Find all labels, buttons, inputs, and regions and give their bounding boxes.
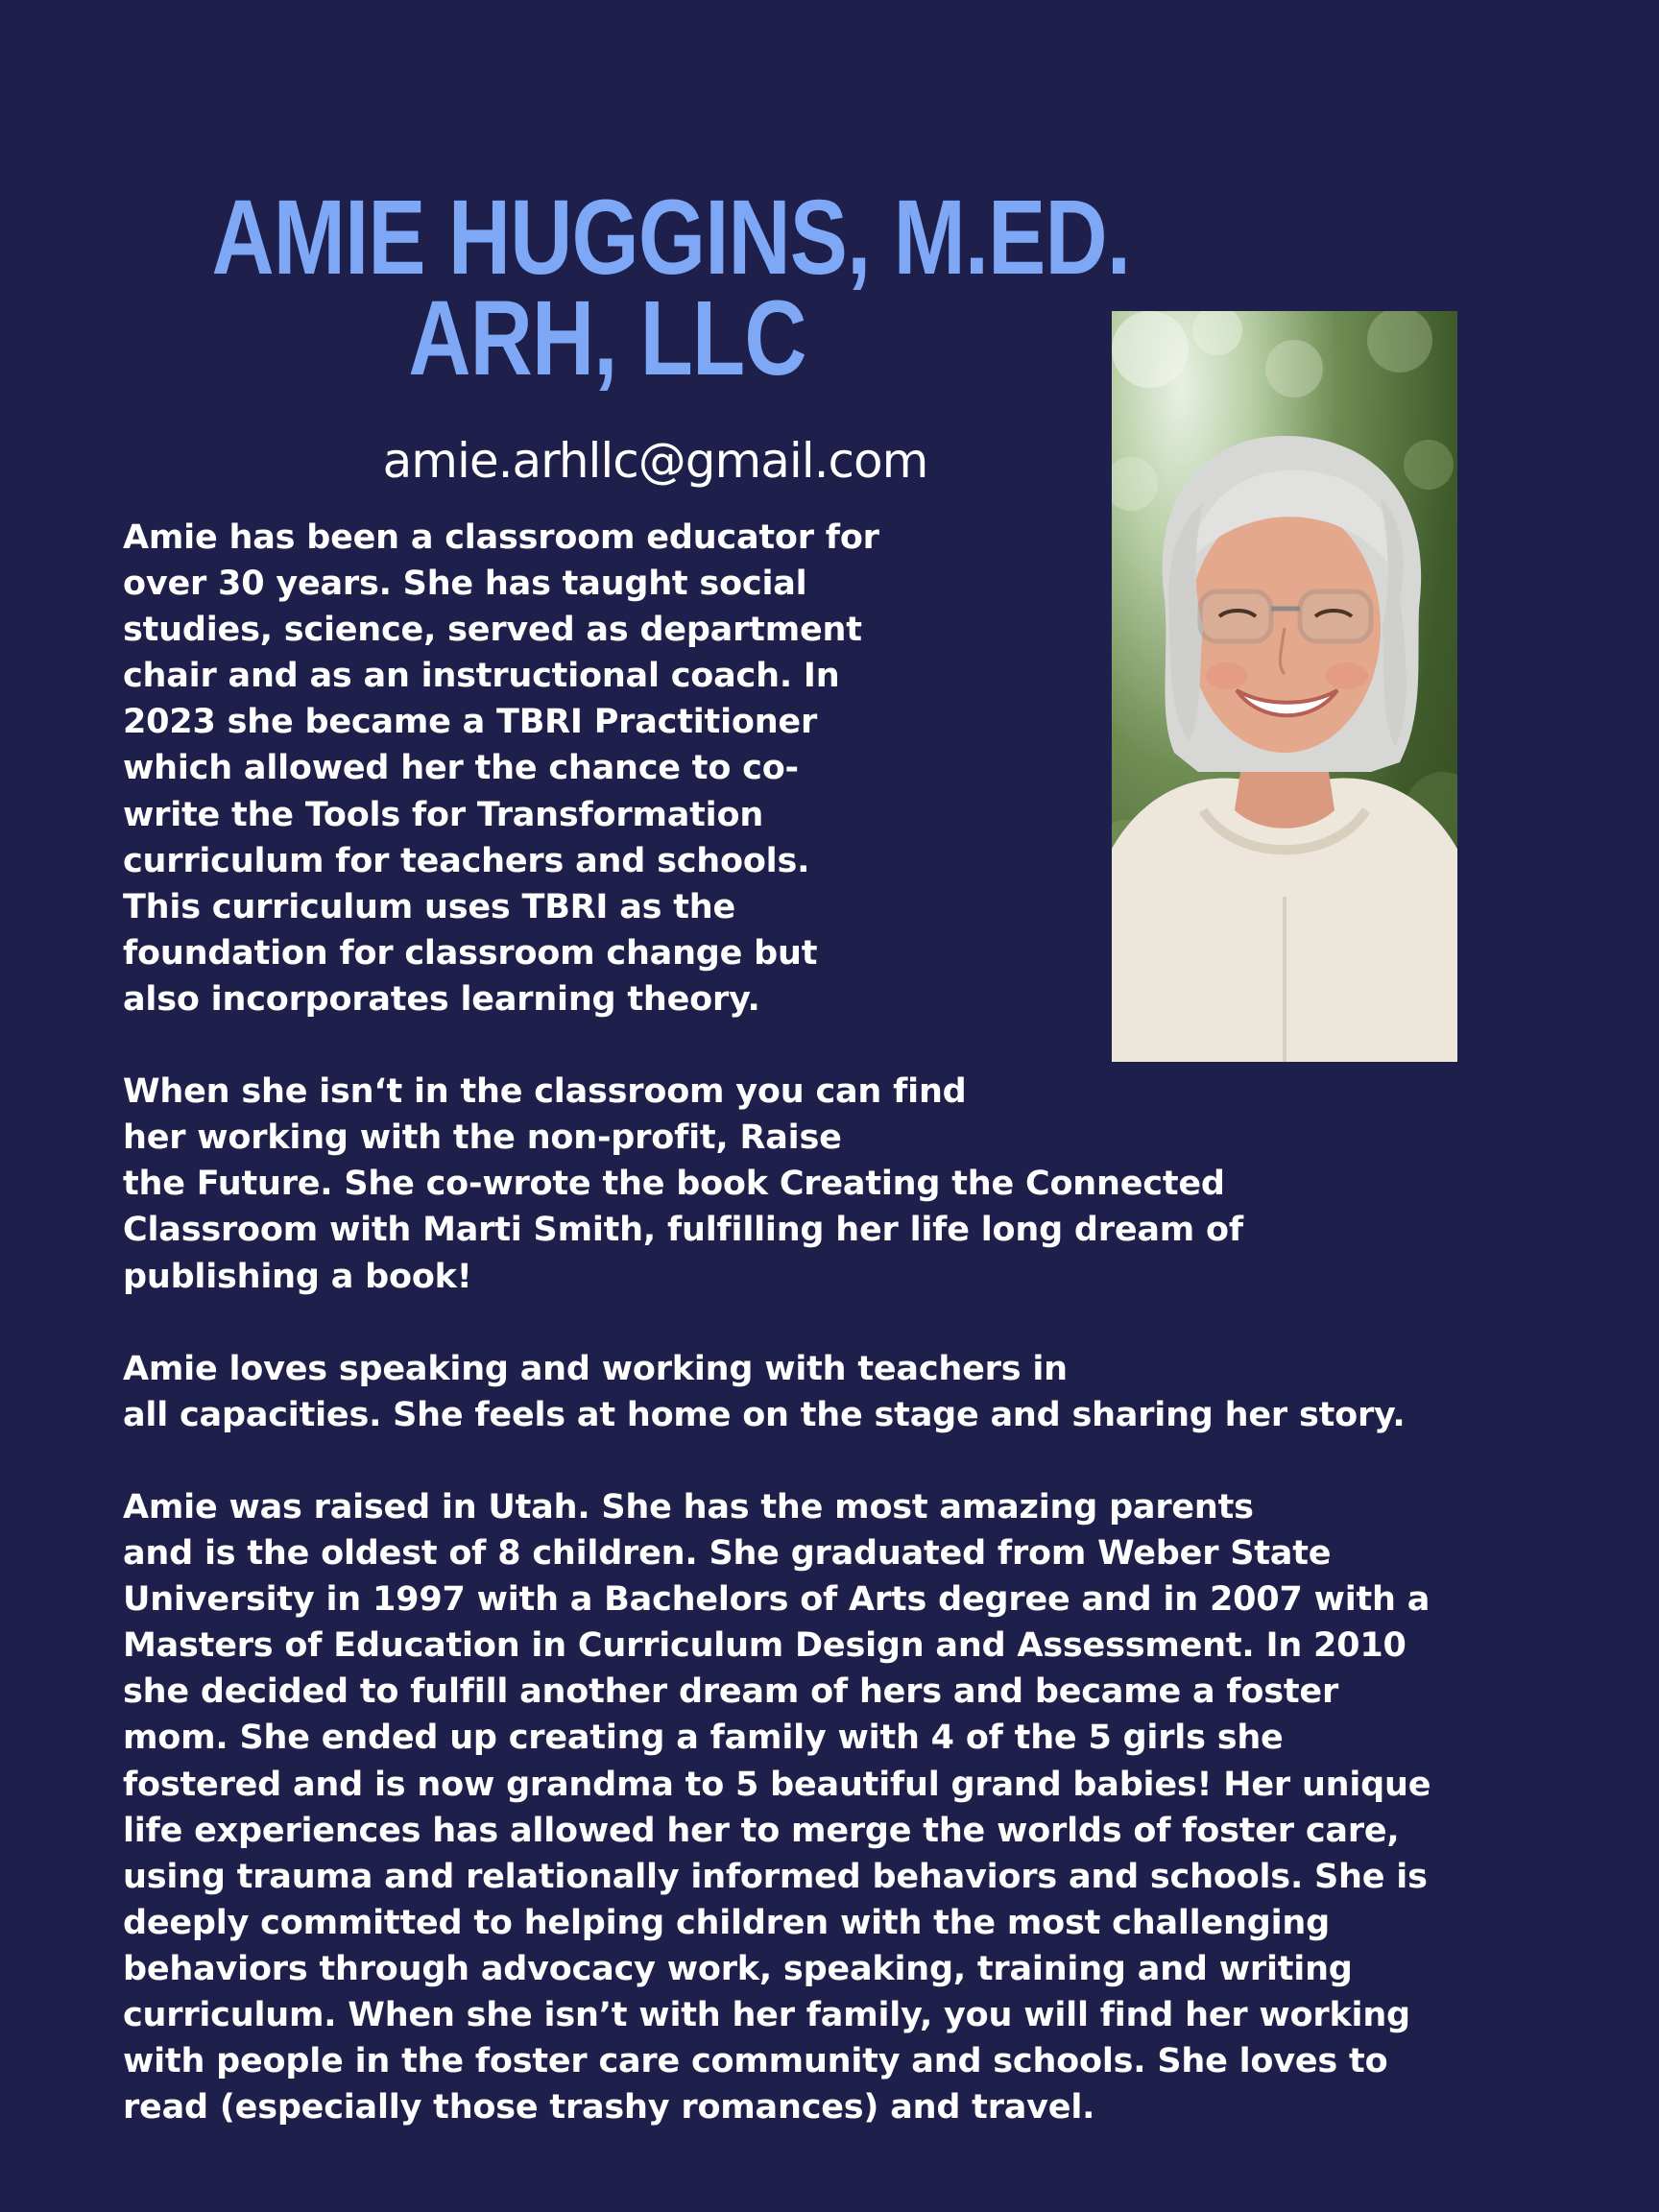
bio-paragraph	[123, 515, 1371, 1022]
bio-line: When she isn‘t in the classroom you can find	[123, 1072, 967, 1112]
bio-line: foundation for classroom change but	[123, 933, 818, 973]
bio-line: curriculum. When she isn’t with her family, you will find her working	[123, 1996, 1410, 2034]
bio-paragraph	[123, 1346, 1406, 1438]
bio-line: 2023 she became a TBRI Practitioner	[123, 703, 818, 742]
bio-line: write the Tools for Transformation	[123, 795, 764, 834]
bio-line: chair and as an instructional coach. In	[123, 657, 840, 696]
bio-line: she decided to fulfill another dream of hers and became a foster	[123, 1672, 1339, 1712]
bio-line: her working with the non-profit, Raise	[123, 1118, 842, 1158]
bio-line: Classroom with Marti Smith, fulfilling her life long dream of	[123, 1211, 1243, 1250]
bio-text	[123, 515, 1431, 2176]
bio-line: Masters of Education in Curriculum Design and Assessment. In 2010	[123, 1626, 1407, 1666]
bio-line: behaviors through advocacy work, speaking, training and writing	[123, 1949, 1353, 1988]
bio-paragraph	[123, 1069, 1371, 1299]
bio-line: read (especially those trashy romances) and travel.	[123, 2088, 1095, 2128]
bio-line: using trauma and relationally informed behaviors and schools. She is	[123, 1857, 1428, 1896]
bio-line: the Future. She co-wrote the book Creating the Connected	[123, 1165, 1225, 1204]
bio-line: University in 1997 with a Bachelors of Arts degree and in 2007 with a	[123, 1580, 1431, 1620]
bio-line: Amie loves speaking and working with teachers in	[123, 1349, 1068, 1388]
header	[125, 179, 1131, 397]
bio-line: deeply committed to helping children with the most challenging	[123, 1903, 1330, 1942]
bio-line: Amie has been a classroom educator for	[123, 518, 879, 557]
bio-paragraph	[123, 1484, 1431, 2130]
bio-line: publishing a book!	[123, 1257, 472, 1296]
bio-line: and is the oldest of 8 children. She graduated from Weber State	[123, 1534, 1332, 1574]
bio-line: also incorporates learning theory.	[123, 979, 760, 1019]
bio-line: studies, science, served as department	[123, 611, 862, 650]
bio-line: curriculum for teachers and schools.	[123, 841, 810, 880]
bio-line: life experiences has allowed her to merge the worlds of foster care,	[123, 1811, 1400, 1850]
email-link[interactable]: amie.arhllc@gmail.com	[382, 433, 928, 489]
bio-line: fostered and is now grandma to 5 beautiful grand babies! Her unique	[123, 1765, 1431, 1804]
bio-line: all capacities. She feels at home on the stage and sharing her story.	[123, 1395, 1406, 1434]
bio-line: over 30 years. She has taught social	[123, 565, 807, 604]
bio-line: with people in the foster care community and schools. She loves to	[123, 2042, 1388, 2081]
bio-line: Amie was raised in Utah. She has the most amazing parents	[123, 1487, 1254, 1527]
page-title: AMIE HUGGINS, M.ED.	[211, 179, 1131, 297]
bio-line: mom. She ended up creating a family with 4 of the 5 girls she	[123, 1719, 1284, 1758]
bio-line: This curriculum uses TBRI as the	[123, 887, 736, 926]
company-name: ARH, LLC	[408, 279, 806, 397]
bio-line: which allowed her the chance to co-	[123, 749, 799, 788]
